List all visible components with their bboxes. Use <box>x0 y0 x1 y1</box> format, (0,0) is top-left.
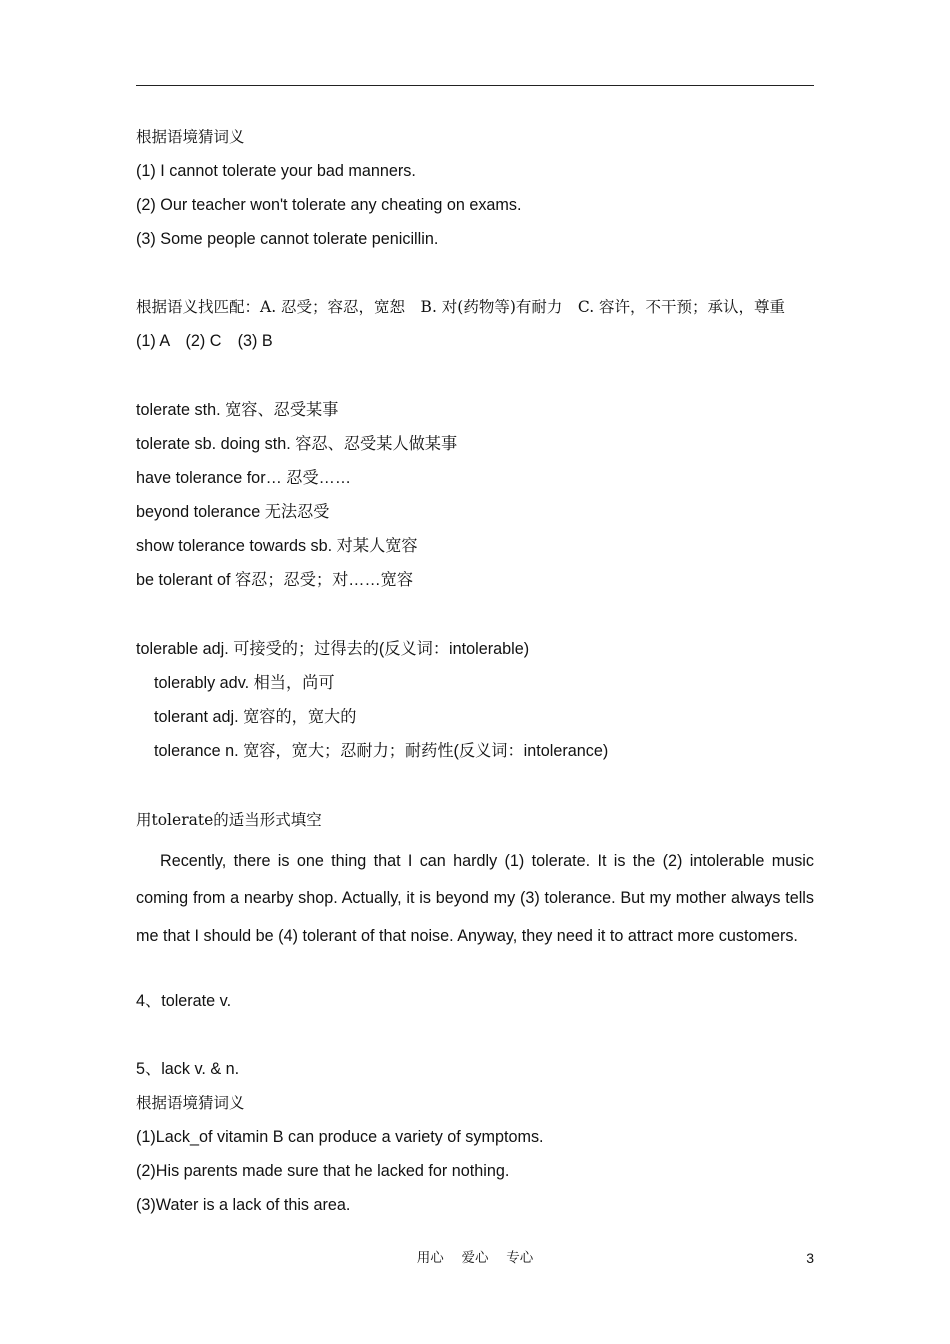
section-title-lack: 5、lack v. & n. <box>136 1060 240 1078</box>
phrase-item: have tolerance for… 忍受…… <box>136 469 352 487</box>
section-heading-guess-meaning: 根据语境猜词义 <box>136 1094 245 1112</box>
footer-motto: 用心 爱心 专心 <box>416 1250 534 1266</box>
phrase-item: be tolerant of 容忍；忍受；对……宽容 <box>136 571 414 589</box>
exercise-paragraph: Recently, there is one thing that I can hardly (1) tolerate. It is the (2) intolerable music coming from a nearby shop. Actually, it is beyond my (3) tolerance. But my mother always tells me that I should be (4) tolerant of that noise. Anyway, they need it to attract more customers. <box>136 852 814 945</box>
example-sentence-2: (2)His parents made sure that he lacked for nothing. <box>136 1162 510 1180</box>
phrase-item: beyond tolerance 无法忍受 <box>136 503 330 521</box>
exercise-heading: 用tolerate的适当形式填空 <box>136 811 322 829</box>
example-sentence-3: (3)Water is a lack of this area. <box>136 1196 351 1214</box>
word-form-item: tolerable adj. 可接受的；过得去的(反义词：intolerable) <box>136 640 530 658</box>
word-form-item: tolerant adj. 宽容的，宽大的 <box>154 708 357 726</box>
example-sentence-2: (2) Our teacher won't tolerate any cheating on exams. <box>136 196 522 214</box>
phrase-item: show tolerance towards sb. 对某人宽容 <box>136 537 418 555</box>
word-form-item: tolerably adv. 相当，尚可 <box>154 674 335 692</box>
section-heading-guess-meaning: 根据语境猜词义 <box>136 128 245 146</box>
section-title-tolerate: 4、tolerate v. <box>136 992 232 1010</box>
example-sentence-1: (1)Lack_of vitamin B can produce a variety of symptoms. <box>136 1128 544 1146</box>
example-sentence-3: (3) Some people cannot tolerate penicillin. <box>136 230 439 248</box>
example-sentence-1: (1) I cannot tolerate your bad manners. <box>136 162 416 180</box>
page-number: 3 <box>806 1250 814 1266</box>
header-rule <box>136 85 814 86</box>
phrase-item: tolerate sth. 宽容、忍受某事 <box>136 401 339 419</box>
matching-options: 根据语义找匹配：A. 忍受；容忍，宽恕 B. 对(药物等)有耐力 C. 容许，不干预；承认，尊重 <box>136 298 786 316</box>
matching-answers: (1) A (2) C (3) B <box>136 332 273 350</box>
word-form-item: tolerance n. 宽容，宽大；忍耐力；耐药性(反义词：intolerance) <box>154 742 609 760</box>
phrase-item: tolerate sb. doing sth. 容忍、忍受某人做某事 <box>136 435 458 453</box>
